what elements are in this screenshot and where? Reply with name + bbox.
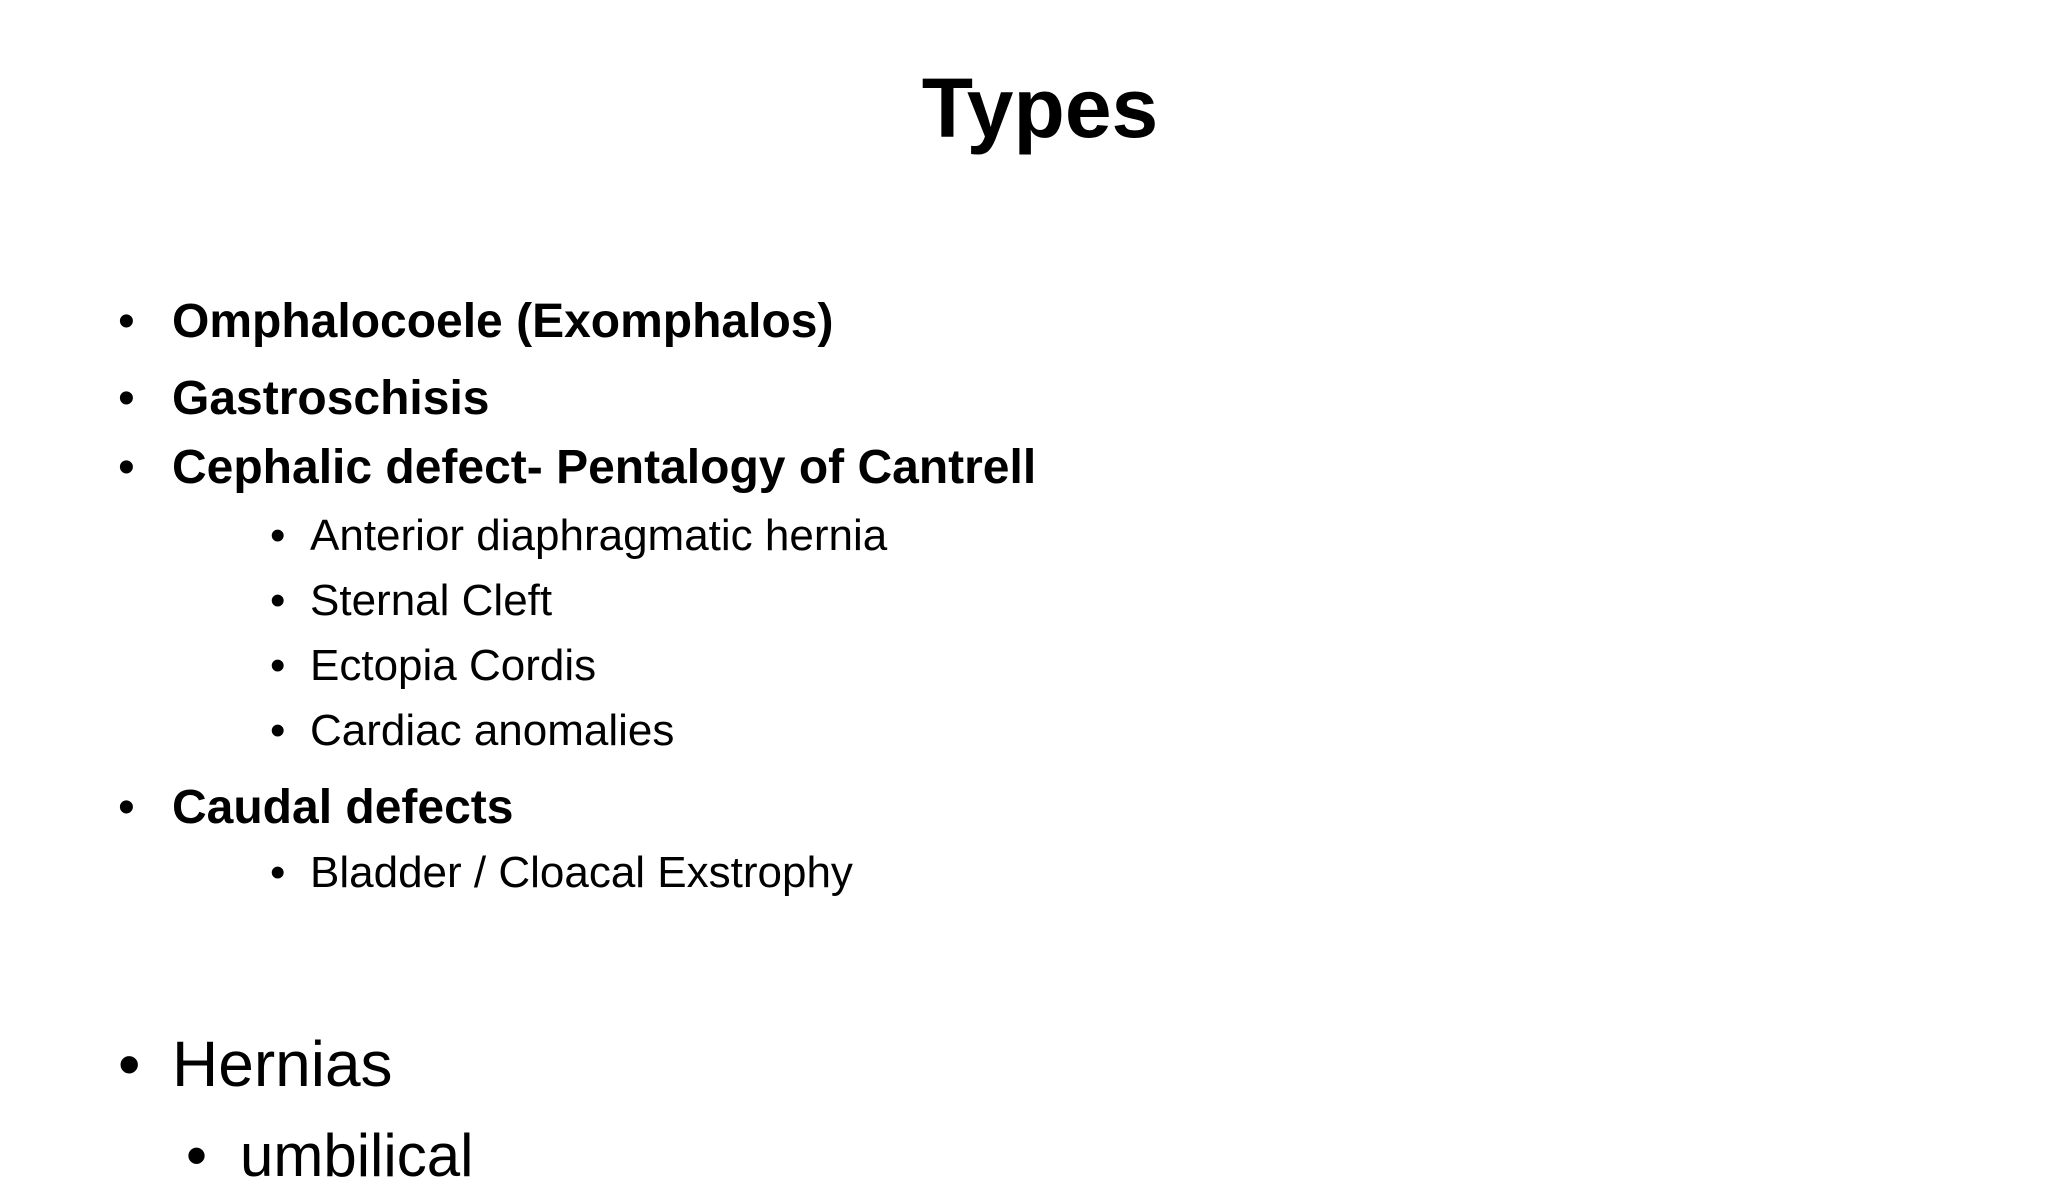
list-item-label: Anterior diaphragmatic hernia: [310, 511, 888, 560]
list-item-label: Hernias: [172, 1028, 393, 1100]
bullet-icon: •: [118, 781, 135, 834]
list-item-label: Caudal defects: [172, 781, 514, 834]
list-item-label: Gastroschisis: [172, 372, 490, 425]
bullet-icon: •: [270, 848, 286, 897]
list-item-label: Bladder / Cloacal Exstrophy: [310, 848, 853, 897]
list-item-label: Cardiac anomalies: [310, 706, 675, 755]
list-item-label: Ectopia Cordis: [310, 641, 597, 690]
bullet-icon: •: [118, 295, 135, 348]
bullet-icon: •: [186, 1122, 208, 1189]
bullet-icon: •: [270, 576, 286, 625]
bullet-icon: •: [270, 511, 286, 560]
list-item-label: Omphalocoele (Exomphalos): [172, 295, 834, 348]
bullet-icon: •: [118, 441, 135, 494]
list-item-label: umbilical: [240, 1122, 474, 1189]
bullet-icon: •: [118, 1028, 141, 1100]
list-item-label: Cephalic defect- Pentalogy of Cantrell: [172, 441, 1037, 494]
bullet-icon: •: [270, 641, 286, 690]
bullet-icon: •: [270, 706, 286, 755]
slide-title: Types: [921, 61, 1159, 155]
bullet-icon: •: [118, 372, 135, 425]
list-item-label: Sternal Cleft: [310, 576, 553, 625]
